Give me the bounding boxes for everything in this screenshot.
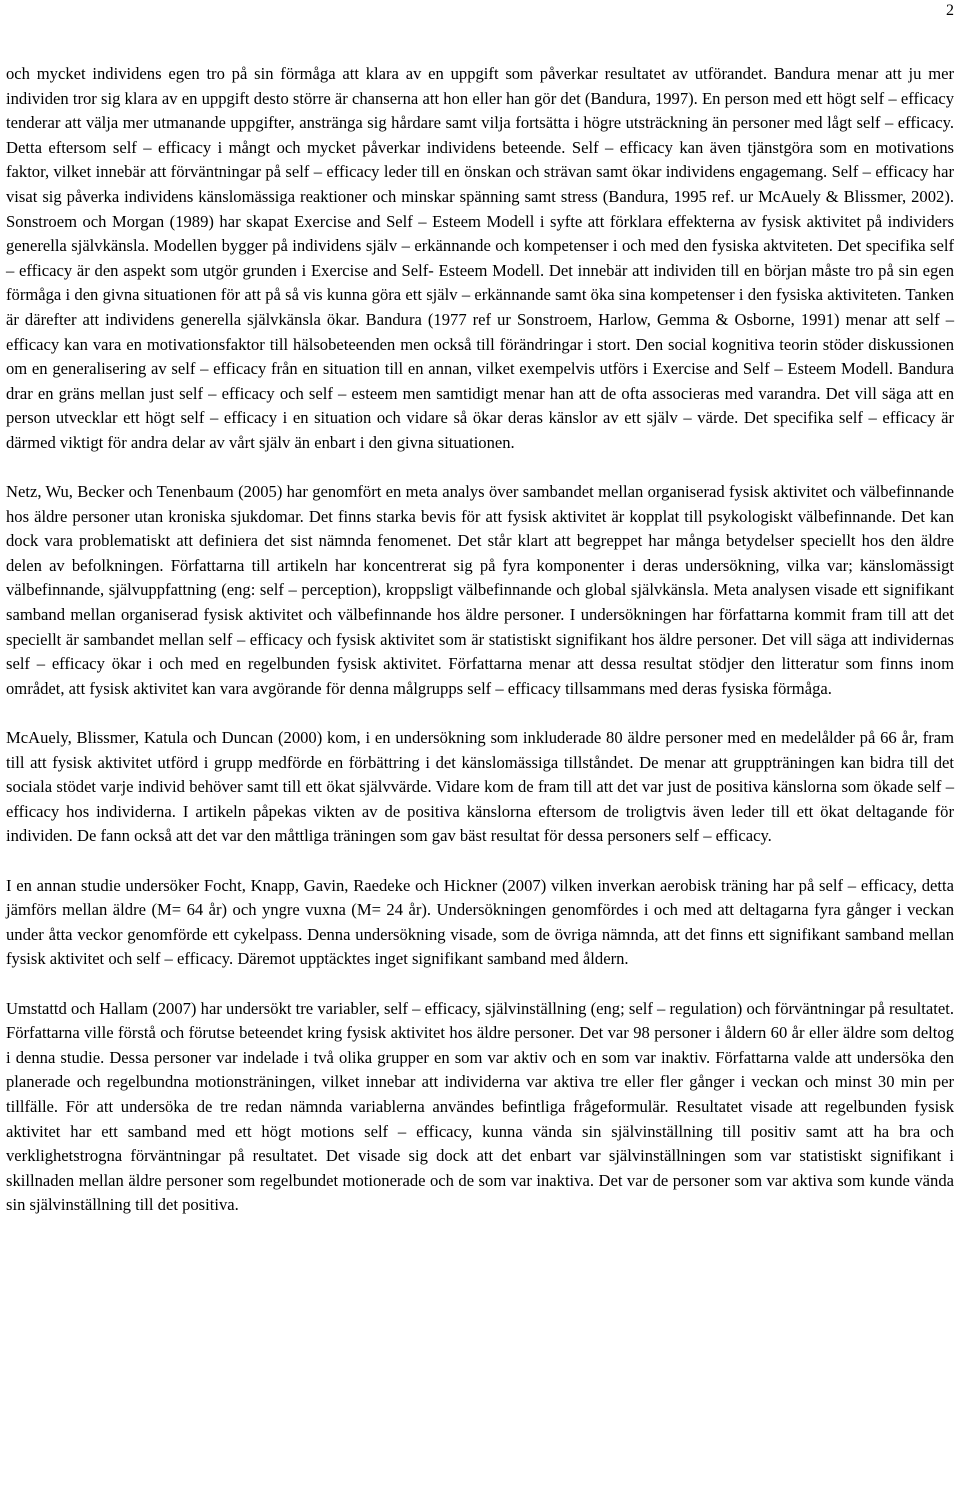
document-body <box>6 62 954 1218</box>
paragraph-focht-study: I en annan studie undersöker Focht, Knapp, Gavin, Raedeke och Hickner (2007) vilken inverkan aerobisk träning har på self – efficacy, detta jämförs mellan äldre (M= 64 år) och yngre vuxna (M= 24 år). Undersökningen genomfördes i och med att deltagarna fyra gånger i veckan under åtta veckor genomförde ett cykelpass. Denna undersökning visade, som de övriga nämnda, att det finns ett signifikant samband mellan fysisk aktivitet och self – efficacy. Däremot upptäcktes inget signifikant samband med åldern. <box>6 875 954 969</box>
paragraph-netz-meta-analysis: Netz, Wu, Becker och Tenenbaum (2005) har genomfört en meta analys över sambandet mellan organiserad fysisk aktivitet och välbefinnande hos äldre personer utan kroniska sjukdomar. Det finns starka bevis för att fysisk aktivitet är kopplat till psykologiskt välbefinnande. Det kan dock vara problematiskt att definiera det sist nämnda fenomenet. Det står klart att begreppet har många betydelser speciellt hos den äldre delen av befolkningen. Författarna till artikeln har koncentrerat sig på fyra komponenter i deras undersökning, vilka var; känslomässigt välbefinnande, självuppfattning (eng: self – perception), kroppsligt välbefinnande och global självkänsla. Meta analysen visade ett signifikant samband mellan organiserad fysisk aktivitet och välbefinnande hos äldre personer. I undersökningen har författarna kommit fram till att det speciellt är sambandet mellan self – efficacy och fysisk aktivitet som är statistiskt signifikant hos äldre personer. Det vill säga att individernas self – efficacy ökar i och med en regelbunden fysisk aktivitet. Författarna menar att dessa resultat stödjer den litteratur som finns inom området, att fysisk aktivitet kan vara avgörande för denna målgrupps self – efficacy tillsammans med deras fysiska förmåga. <box>6 482 954 698</box>
page-number: 2 <box>946 2 954 19</box>
paragraph-self-efficacy-theory: och mycket individens egen tro på sin förmåga att klara av en uppgift som påverkar resultatet av utförandet. Bandura menar att ju mer individen tror sig klara av en uppgift desto större är chanserna att hon eller han gör det (Bandura, 1997). En person med ett högt self – efficacy tenderar att välja mer utmanande uppgifter, anstränga sig hårdare samt vilja fortsätta i högre utsträckning än personer med lågt self – efficacy. Detta eftersom self – efficacy i mångt och mycket påverkar individens beteende. Self – efficacy kan även tjänstgöra som en motivations faktor, vilket innebär att förväntningar på self – efficacy leder till en önskan och strävan samt ökar individens engagemang. Self – efficacy har visat sig påverka individens känslomässiga reaktioner och minskar spänning samt stress (Bandura, 1995 ref. ur McAuely & Blissmer, 2002). Sonstroem och Morgan (1989) har skapat Exercise and Self – Esteem Modell i syfte att förklara effekterna av fysisk aktivitet på individers generella självkänsla. Modellen bygger på individens själv – erkännande och kompetenser i och med den fysiska aktviteten. Det specifika self – efficacy är den aspekt som utgör grunden i Exercise and Self- Esteem Modell. Det innebär att individen till en början måste tro på sin egen förmåga i den givna situationen för att på så vis kunna göra ett själv – erkännande samt öka sina kompetenser i den fysiska aktiviteten. Tanken är därefter att individens generella självkänsla ökar. Bandura (1977 ref ur Sonstroem, Harlow, Gemma & Osborne, 1991) menar att self – efficacy kan vara en motivationsfaktor till hälsobeteenden men också till förändringar i stort. Den social kognitiva teorin stöder diskussionen om en generalisering av self – efficacy från en situation till en annan, vilket exempelvis utförs i Exercise and Self – Esteem Modell. Bandura drar en gräns mellan just self – efficacy och self – esteem men samtidigt menar han att de ofta associeras med varandra. Det vill säga att en person utvecklar ett högt self – efficacy i en situation och vidare så ökar deras känslor av ett själv – värde. Det specifika self – efficacy är därmed viktigt för andra delar av vårt själv än enbart i den givna situationen. <box>6 64 954 452</box>
paragraph-mcauely-study: McAuely, Blissmer, Katula och Duncan (2000) kom, i en undersökning som inkluderade 80 äldre personer med en medelålder på 66 år, fram till att fysisk aktivitet utförd i grupp medförde en förbättring i det känslomässiga tillståndet. De menar att gruppträningen kan bidra till det sociala stödet varje individ behöver samt till ett ökat självvärde. Vidare kom de fram till att det var just de positiva känslorna som ökade self – efficacy hos individerna. I artikeln påpekas vikten av de positiva känslorna eftersom de troligtvis även leder till ett ökat deltagande för individen. De fann också att det var den måttliga träningen som gav bäst resultat för dessa personers self – efficacy. <box>6 728 954 846</box>
paragraph-umstattd-study: Umstattd och Hallam (2007) har undersökt tre variabler, self – efficacy, självinställning (eng; self – regulation) och förväntningar på resultatet. Författarna ville förstå och förutse beteendet kring fysisk aktivitet hos äldre personer. Det var 98 personer i åldern 60 år eller äldre som deltog i denna studie. Dessa personer var indelade i två olika grupper en som var aktiv och en som var inaktiv. Författarna valde att undersöka den planerade och regelbundna motionsträningen, vilket innebar att individerna var aktiva tre eller fler gånger i veckan och minst 30 min per tillfälle. För att undersöka de tre redan nämnda variablerna användes befintliga frågeformulär. Resultatet visade att regelbunden fysisk aktivitet har ett samband med ett högt motions self – efficacy, kunna vända sin självinställning till positiv samt att ha bra och verklighetstrogna förväntningar på resultatet. Det visade sig dock att det enbart var självinställningen som var statistiskt signifikant i skillnaden mellan äldre personer som regelbundet motionerade och de som var inaktiva. Det var de personer som var aktiva som kunde vända sin självinställning till det positiva. <box>6 998 954 1215</box>
